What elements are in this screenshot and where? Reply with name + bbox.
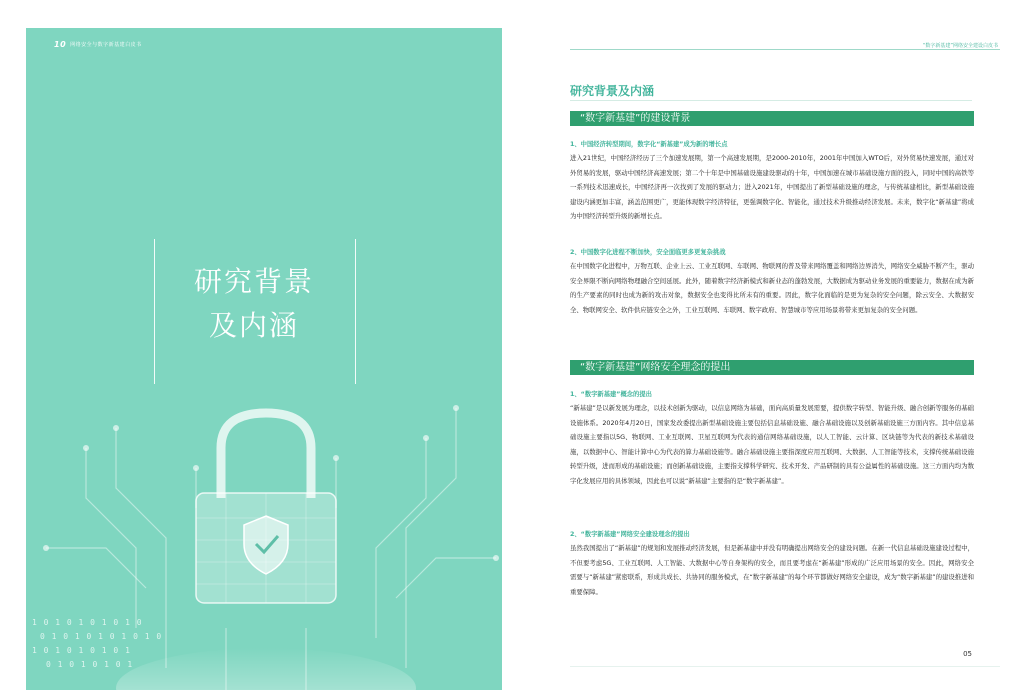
page-number: 05	[963, 650, 972, 658]
subsection-bar-1: “数字新基建”的建设背景	[570, 111, 974, 126]
left-header-text: 网络安全与数字新基建白皮书	[70, 42, 142, 48]
section-divider	[570, 100, 972, 101]
cover-title	[154, 260, 354, 348]
right-content-page	[530, 28, 1000, 690]
subheading-4: 2、“数字新基建”网络安全建设理念的提出	[570, 531, 690, 538]
left-page-header	[54, 40, 142, 49]
binary-row: 0 1 0 1 0 1 0 1	[46, 660, 134, 669]
right-page-header: “数字新基建”网络安全建设白皮书	[922, 43, 998, 49]
padlock-icon	[196, 413, 336, 603]
cover-title-line1: 研究背景	[193, 265, 314, 298]
subheading-1: 1、中国经济转型期间，数字化“新基建”成为新的增长点	[570, 141, 728, 148]
binary-row: 0 1 0 1 0 1 0 1 0 1 0	[40, 632, 163, 641]
subsection-bar-2: “数字新基建”网络安全理念的提出	[570, 360, 974, 375]
binary-row: 1 0 1 0 1 0 1 0 1	[32, 646, 131, 655]
subheading-3: 1、“数字新基建”概念的提出	[570, 391, 652, 398]
cover-title-line2: 及内涵	[208, 309, 299, 342]
paragraph-3: “新基建”是以新发展为理念，以技术创新为驱动，以信息网络为基础，面向高质量发展需要，提供数字转型、智能升级、融合创新等服务的基础设施体系。2020年4月20日，国家发改委提出新型基础设施主要包括信息基础设施、融合基础设施以及创新基础设施三方面内容。其中信息基础设施主要指以5G、物联网、工业互联网、卫星互联网为代表的通信网络基础设施，以人工智能、云计算、区块链等为代表的新技术基础设施，以数据中心、智能计算中心为代表的算力基础设施等。融合基础设施主要指深度应用互联网、大数据、人工智能等技术，支撑传统基础设施转型升级，进而形成的基础设施；而创新基础设施，主要指支撑科学研究、技术开发、产品研制的具有公益属性的基础设施。这三方面内均为数字化发展应用的具体领域，因此也可以说“新基建”主要指的是“数字新基建”。	[570, 404, 974, 485]
paragraph-4: 虽然我国提出了“新基建”的规划和发展推动经济发展，但是新基建中并没有明确提出网络安全的建设问题。在新一代信息基础设施建设过程中，不但要考虑5G、工业互联网、人工智能、大数据中心等自身架构的安全，而且要考虑在“新基建”形成的广泛应用场景的安全。因此，网络安全需要与“新基建”紧密联系，形成共成长、共协同的服务模式，在“数字新基建”的每个环节都做好网络安全建设，成为“数字新基建”的建设推进和重要保障。	[570, 544, 974, 596]
subheading-2: 2、中国数字化进程不断加快，安全面临更多更复杂挑战	[570, 249, 726, 256]
footer-divider	[570, 666, 1000, 667]
brand-logo: 10	[54, 40, 67, 49]
paragraph-1: 进入21世纪，中国经济经历了三个加速发展期，第一个高速发展期，是2000-2010年，2001年中国加入WTO后，对外贸易快速发展，通过对外贸易的发展，驱动中国经济高速发展；第二个十年是中国基础设施建设驱动的十年，中国加速在城市基础设施方面的投入，同时中国的高铁等一系列技术迅速成长，中国经济再一次找到了发展的驱动力；进入2021年，中国提出了新型基础设施的理念，与传统基建相比，新型基础设施建设内涵更加丰富，涵盖范围更广，更能体现数字经济特征，更强调数字化、智能化，通过技术升级推动经济发展。未来，数字化“新基建”将成为中国经济转型升级的新增长点。	[570, 154, 974, 221]
paragraph-2: 在中国数字化进程中，万物互联、企业上云、工业互联网、车联网、物联网的普及带来网络覆盖和网络边界消失，网络安全威胁不断产生，驱动安全界限不断向网络物理融合空间延展。此外，随着数字经济新模式和新业态的蓬勃发展，大数据成为驱动业务发展的重要能力，数据在成为新的生产要素的同时也成为新的攻击对象，数据安全也变得比所未有的重要。因此，数字化面临的是更为复杂的安全问题，除云安全、大数据安全、物联网安全、软件供应链安全之外，工业互联网、车联网、数字政府、智慧城市等应用场景将带来更加复杂的安全问题。	[570, 262, 974, 314]
header-divider	[570, 49, 1000, 50]
left-cover-page	[26, 28, 502, 690]
section-title: 研究背景及内涵	[570, 84, 655, 98]
binary-row: 1 0 1 0 1 0 1 0 1 0	[32, 618, 143, 627]
